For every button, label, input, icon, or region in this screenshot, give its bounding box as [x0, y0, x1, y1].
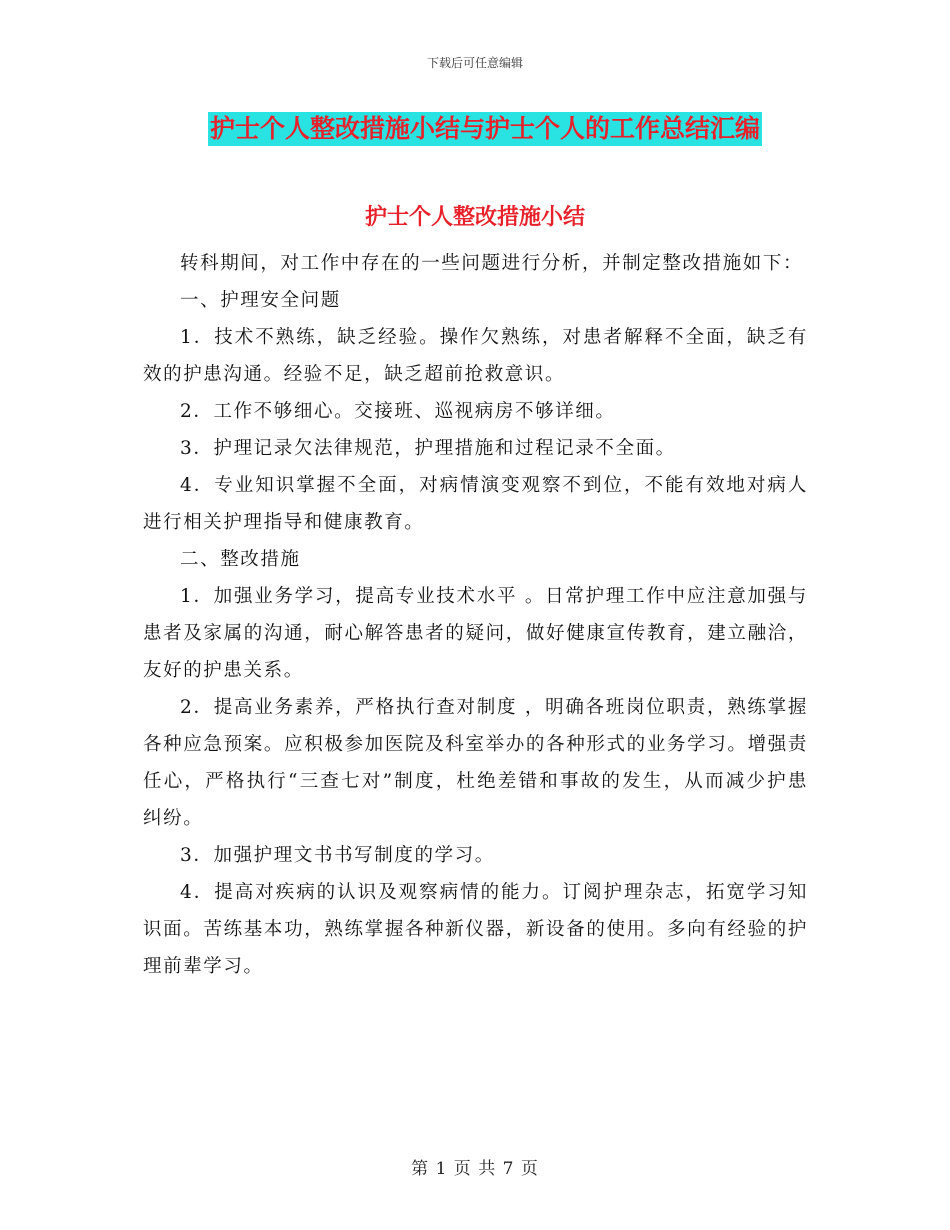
paragraph-item-3: 3．护理记录欠法律规范，护理措施和过程记录不全面。 — [180, 438, 676, 459]
paragraph-measure-2: 2．提高业务素养，严格执行查对制度 ，明确各班岗位职责，熟练掌握各种应急预案。应积极参加医院及科室举办的各种形式的业务学习。增强责任心，严格执行“三查七对”制度，杜绝差错和事故的发生，从而减少护患纠纷。 — [143, 697, 808, 829]
header-note: 下载后可任意编辑 — [426, 56, 523, 70]
body-text — [143, 245, 808, 985]
paragraph-item-2: 2．工作不够细心。交接班、巡视病房不够详细。 — [180, 401, 616, 422]
paragraph-heading-measures: 二、整改措施 — [180, 549, 301, 570]
paragraph-item-1: 1．技术不熟练，缺乏经验。操作欠熟练，对患者解释不全面，缺乏有效的护患沟通。经验不足，缺乏超前抢救意识。 — [143, 327, 808, 385]
paragraph-heading-safety: 一、护理安全问题 — [180, 290, 341, 311]
paragraph-item-4: 4．专业知识掌握不全面，对病情演变观察不到位，不能有效地对病人进行相关护理指导和健康教育。 — [143, 475, 808, 533]
paragraph-measure-1: 1．加强业务学习，提高专业技术水平 。日常护理工作中应注意加强与患者及家属的沟通，耐心解答患者的疑问，做好健康宣传教育，建立融洽，友好的护患关系。 — [143, 586, 808, 681]
paragraph-measure-4: 4．提高对疾病的认识及观察病情的能力。订阅护理杂志，拓宽学习知识面。苦练基本功，熟练掌握各种新仪器，新设备的使用。多向有经验的护理前辈学习。 — [143, 882, 808, 977]
page-number: 第 1 页 共 7 页 — [411, 1159, 539, 1179]
document-title: 护士个人整改措施小结与护士个人的工作总结汇编 — [208, 112, 762, 146]
paragraph-measure-3: 3．加强护理文书书写制度的学习。 — [180, 845, 495, 866]
section-title: 护士个人整改措施小结 — [364, 204, 585, 230]
paragraph-intro: 转科期间，对工作中存在的一些问题进行分析，并制定整改措施如下： — [180, 253, 804, 274]
